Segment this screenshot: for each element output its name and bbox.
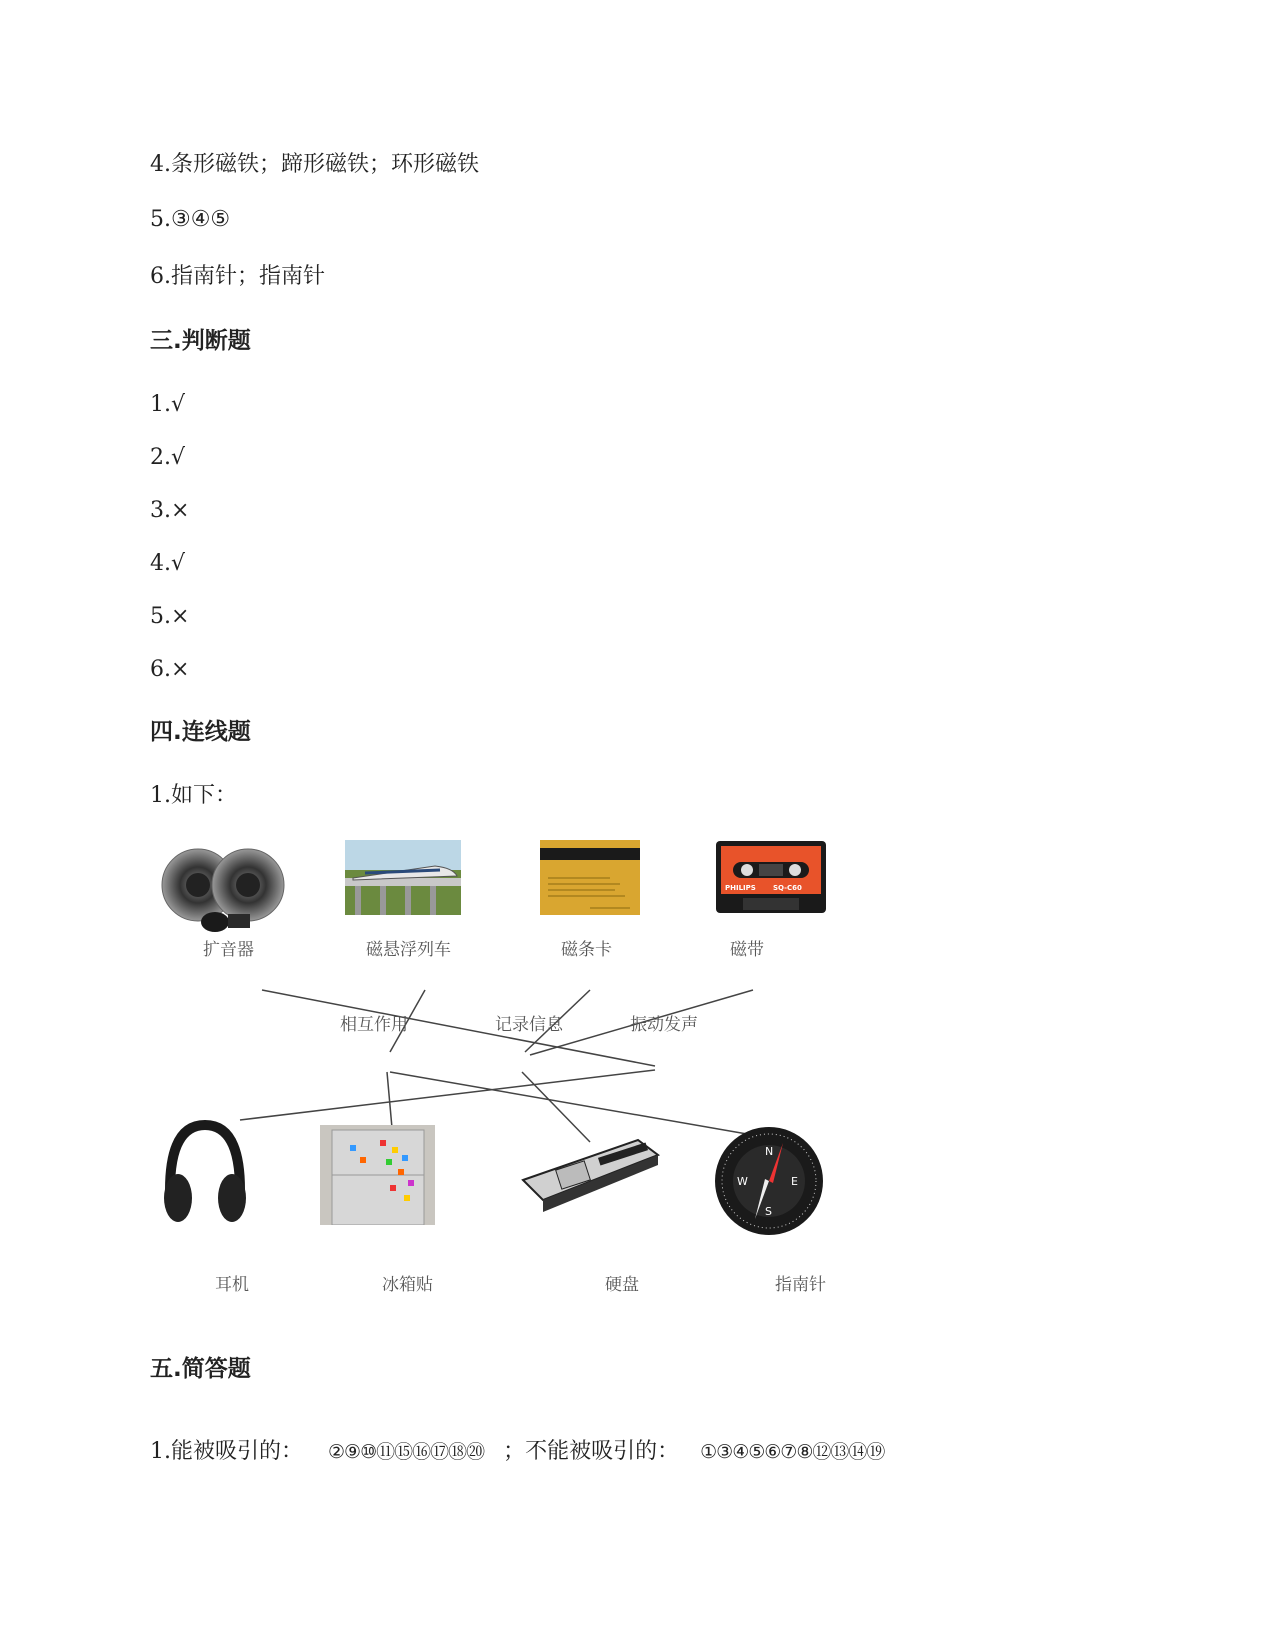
judge-item-5: 5.× bbox=[150, 604, 190, 629]
cassette-brand: PHILIPS bbox=[725, 884, 756, 892]
fridge-magnets-image bbox=[320, 1125, 435, 1225]
line-fridge-interaction bbox=[387, 1072, 392, 1128]
answer-5: 5.③④⑤ bbox=[150, 207, 231, 232]
compass-image bbox=[713, 1125, 825, 1237]
label-interaction: 相互作用 bbox=[340, 1015, 408, 1035]
section-4-title: 四.连线题 bbox=[150, 719, 251, 745]
hard-disk-image bbox=[518, 1130, 663, 1225]
q1-prefix: 1.能被吸引的： bbox=[150, 1439, 303, 1464]
q1-attracted-list: ②⑨⑩⑪⑮⑯⑰⑱⑳ bbox=[328, 1441, 485, 1463]
compass-letter-s: S bbox=[765, 1205, 772, 1218]
speaker-image bbox=[160, 840, 290, 940]
label-hard-disk: 硬盘 bbox=[605, 1275, 639, 1295]
compass-letter-e: E bbox=[791, 1175, 798, 1188]
label-maglev: 磁悬浮列车 bbox=[366, 940, 451, 960]
q1-separator: ；不能被吸引的： bbox=[503, 1439, 680, 1464]
judge-item-3: 3.× bbox=[150, 498, 190, 523]
compass-letter-n: N bbox=[765, 1145, 774, 1158]
label-compass: 指南针 bbox=[775, 1275, 826, 1295]
judge-item-4: 4.√ bbox=[150, 551, 186, 576]
line-compass-interaction bbox=[390, 1072, 747, 1134]
label-headphones: 耳机 bbox=[215, 1275, 249, 1295]
label-fridge-magnet: 冰箱贴 bbox=[382, 1275, 433, 1295]
matching-diagram bbox=[150, 840, 890, 1310]
headphones-image bbox=[160, 1120, 250, 1230]
label-vibration-sound: 振动发声 bbox=[630, 1015, 698, 1035]
line-headphone-vibration bbox=[240, 1070, 655, 1120]
answer-4: 4.条形磁铁；蹄形磁铁；环形磁铁 bbox=[150, 152, 479, 177]
match-item-1: 1.如下： bbox=[150, 783, 237, 808]
cassette-model: SQ-C60 bbox=[773, 884, 802, 892]
judge-item-2: 2.√ bbox=[150, 445, 186, 470]
judge-item-1: 1.√ bbox=[150, 392, 186, 417]
section-5-title: 五.简答题 bbox=[150, 1356, 251, 1382]
judge-item-6: 6.× bbox=[150, 657, 190, 682]
short-answer-1 bbox=[150, 1437, 884, 1467]
line-speaker-vibration bbox=[262, 990, 655, 1066]
magnetic-card-image bbox=[540, 840, 640, 915]
q1-not-attracted-list: ①③④⑤⑥⑦⑧⑫⑬⑭⑲ bbox=[700, 1441, 885, 1463]
maglev-train-image bbox=[345, 840, 461, 915]
label-speaker: 扩音器 bbox=[203, 940, 254, 960]
label-tape: 磁带 bbox=[730, 940, 764, 960]
answer-6: 6.指南针；指南针 bbox=[150, 264, 325, 289]
label-record-info: 记录信息 bbox=[495, 1015, 563, 1035]
cassette-tape-image bbox=[715, 840, 827, 915]
label-magnetic-card: 磁条卡 bbox=[561, 940, 612, 960]
section-3-title: 三.判断题 bbox=[150, 328, 251, 354]
compass-letter-w: W bbox=[737, 1175, 748, 1188]
